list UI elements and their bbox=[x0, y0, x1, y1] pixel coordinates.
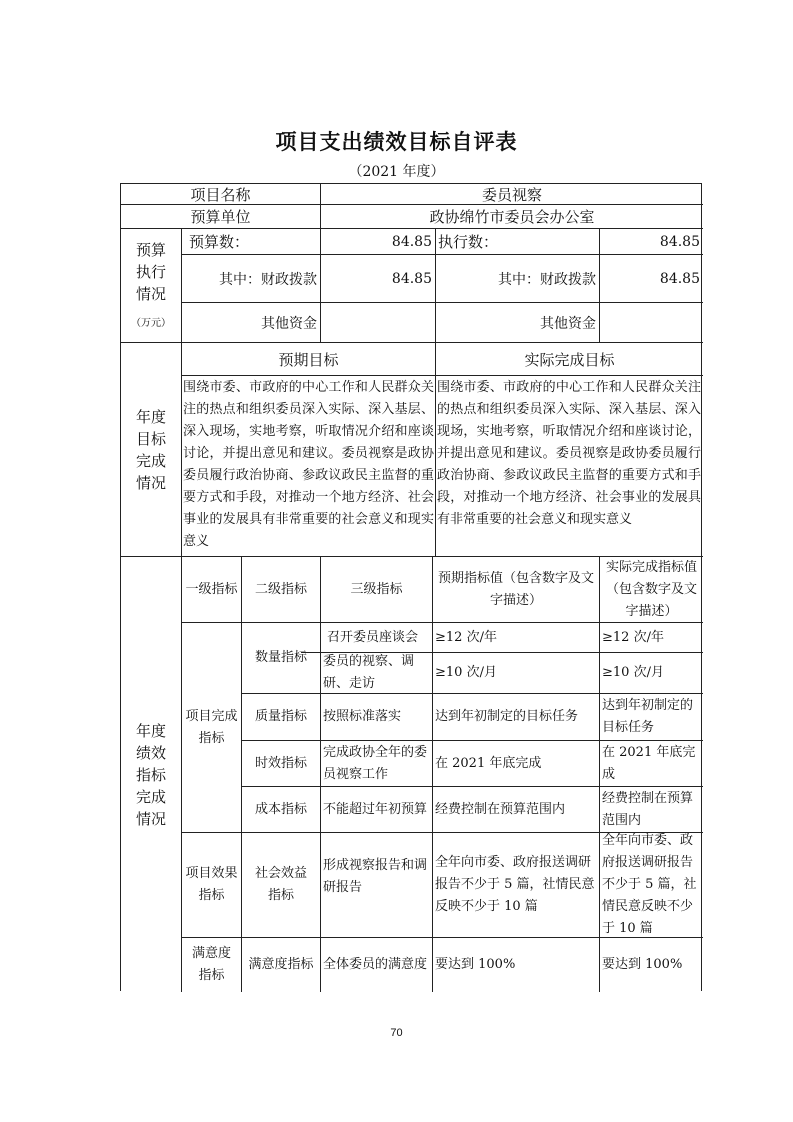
fiscal-exec-value: 84.85 bbox=[659, 270, 700, 287]
actual-goal-header: 实际完成目标 bbox=[524, 350, 615, 369]
col-expected: 预期指标值（包含数字及文字描述） bbox=[437, 570, 594, 608]
fiscal-label: 其中：财政拨款 bbox=[219, 271, 317, 288]
project-name-value: 委员视察 bbox=[481, 185, 542, 204]
level3-cell: 按照标准落实 bbox=[323, 709, 402, 724]
budget-unit-value: 政协绵竹市委员会办公室 bbox=[429, 208, 595, 226]
timeliness-indicator-label: 时效指标 bbox=[254, 755, 307, 771]
actual-cell: 经费控制在预算范围内 bbox=[602, 790, 694, 828]
budget-unit-label: 预算单位 bbox=[190, 208, 251, 226]
effect-indicator-label: 项目效果 指标 bbox=[185, 866, 238, 903]
actual-cell: 全年向市委、政府报送调研报告不少于 5 篇，社情民意反映不少于 10 篇 bbox=[602, 833, 697, 936]
expected-cell: 达到年初制定的目标任务 bbox=[435, 709, 579, 724]
actual-cell: ≥10 次/月 bbox=[602, 665, 664, 680]
cost-indicator-label: 成本指标 bbox=[254, 801, 307, 817]
other-budget-value bbox=[321, 303, 435, 342]
expected-cell: ≥12 次/年 bbox=[435, 629, 497, 645]
fiscal-budget-value: 84.85 bbox=[391, 270, 432, 287]
level3-cell: 形成视察报告和调研报告 bbox=[323, 858, 428, 895]
level3-cell: 委员的视察、调研、走访 bbox=[323, 654, 415, 691]
quality-indicator-label: 质量指标 bbox=[254, 709, 307, 724]
social-benefit-indicator-label: 社会效益 指标 bbox=[254, 866, 307, 903]
actual-cell: 在 2021 年底完成 bbox=[602, 744, 696, 782]
other-exec-label: 其他资金 bbox=[540, 315, 596, 332]
page-number: 70 bbox=[390, 1027, 403, 1039]
expected-cell: 全年向市委、政府报送调研报告不少于 5 篇，社情民意反映不少于 10 篇 bbox=[435, 855, 595, 914]
completion-indicator-label: 项目完成 指标 bbox=[185, 708, 238, 746]
budget-value: 84.85 bbox=[391, 233, 432, 250]
actual-cell: 达到年初制定的目标任务 bbox=[602, 698, 694, 735]
satisfaction-level2-label: 满意度指标 bbox=[248, 957, 314, 972]
budget-label: 预算数： bbox=[189, 233, 250, 251]
unit-note: （万元） bbox=[131, 317, 171, 329]
expected-cell: 经费控制在预算范围内 bbox=[435, 801, 566, 817]
level3-cell: 完成政协全年的委员视察工作 bbox=[323, 744, 428, 782]
budget-section-label: 预算 执行 情况 bbox=[135, 241, 166, 303]
page-title: 项目支出绩效目标自评表 bbox=[275, 130, 518, 154]
quantity-indicator-label: 数量指标 bbox=[254, 650, 307, 665]
other-label: 其他资金 bbox=[261, 315, 317, 332]
other-exec-value bbox=[600, 303, 703, 342]
col-level2: 二级指标 bbox=[254, 581, 307, 597]
satisfaction-indicator-label: 满意度 指标 bbox=[191, 946, 231, 983]
exec-label: 执行数： bbox=[438, 233, 499, 251]
fiscal-exec-label: 其中：财政拨款 bbox=[498, 271, 596, 288]
expected-cell: 要达到 100% bbox=[435, 957, 516, 972]
year-subtitle: （2021 年度） bbox=[348, 164, 445, 180]
level3-cell: 不能超过年初预算 bbox=[323, 801, 428, 817]
performance-section-label: 年度 绩效 指标 完成 情况 bbox=[135, 721, 166, 828]
expected-goal-text: 围绕市委、市政府的中心工作和人民群众关注的热点和组织委员深入实际、深入基层、深入现场，实地考察，听取情况介绍和座谈讨论，并提出意见和建议。委员视察是政协委员履行政治协商、参政议政民主监督的重要方式和手段，对推动一个地方经济、社会事业的发展具有非常重要的社会意义和现实意义 bbox=[183, 380, 434, 549]
project-name-label: 项目名称 bbox=[190, 185, 251, 204]
expected-cell: 在 2021 年底完成 bbox=[435, 755, 542, 771]
annual-goal-section-label: 年度 目标 完成 情况 bbox=[135, 407, 166, 492]
col-level1: 一级指标 bbox=[185, 581, 238, 597]
level3-cell: 全体委员的满意度 bbox=[323, 957, 428, 972]
exec-value: 84.85 bbox=[659, 233, 700, 250]
actual-goal-text: 围绕市委、市政府的中心工作和人民群众关注的热点和组织委员深入实际、深入基层、深入现场，实地考察，听取情况介绍和座谈讨论，并提出意见和建议。委员视察是政协委员履行政治协商、参政议政民主监督的重要方式和手段，对推动一个地方经济、社会事业的发展具有非常重要的社会意义和现实意义 bbox=[437, 380, 701, 527]
col-level3: 三级指标 bbox=[350, 581, 403, 597]
col-actual: 实际完成指标值（包含数字及文字描述） bbox=[605, 559, 697, 619]
actual-cell: 要达到 100% bbox=[602, 957, 683, 972]
expected-goal-header: 预期目标 bbox=[278, 350, 339, 369]
performance-table bbox=[120, 183, 702, 991]
level3-cell: 召开委员座谈会 bbox=[327, 629, 419, 645]
actual-cell: ≥12 次/年 bbox=[602, 629, 664, 645]
expected-cell: ≥10 次/月 bbox=[435, 665, 497, 680]
